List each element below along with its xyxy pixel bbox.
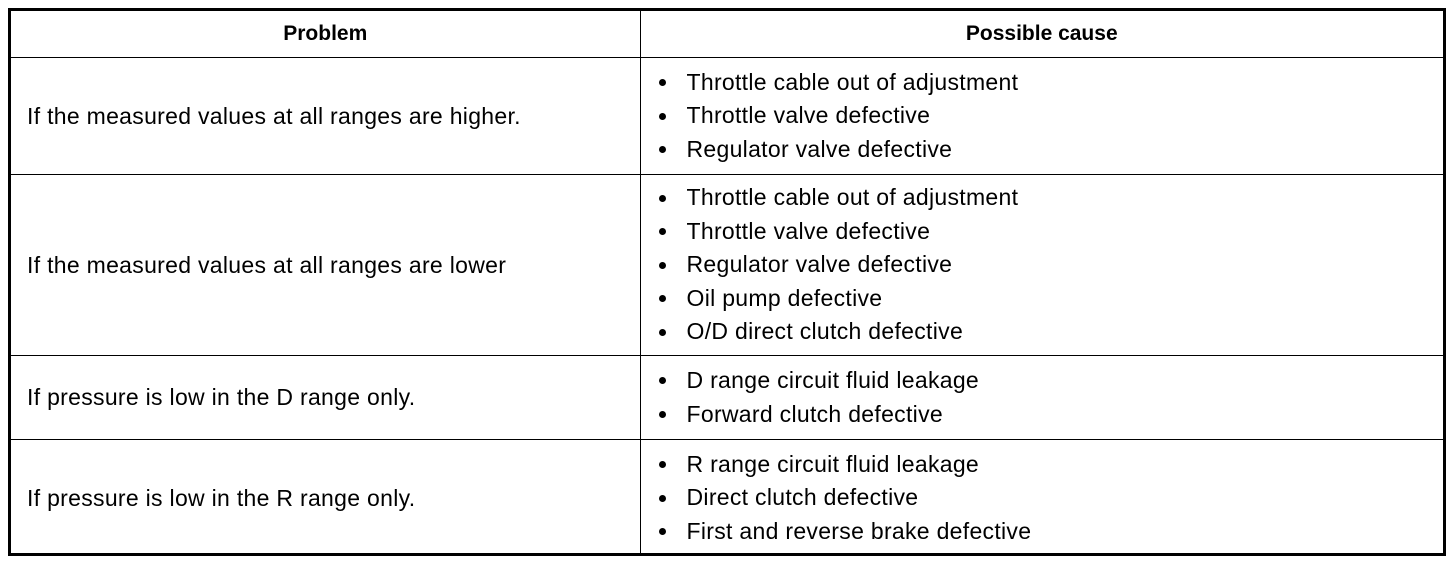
bullet-icon — [659, 411, 666, 418]
header-possible-cause: Possible cause — [640, 11, 1443, 58]
cause-cell — [640, 58, 1443, 175]
cause-list — [659, 66, 1444, 167]
cause-text: Regulator valve defective — [686, 135, 953, 162]
problem-cell: If pressure is low in the D range only. — [11, 356, 640, 440]
bullet-icon — [659, 228, 666, 235]
cause-text: Throttle valve defective — [686, 217, 931, 244]
cause-text: Throttle cable out of adjustment — [686, 68, 1019, 95]
cause-cell — [640, 440, 1443, 557]
table-row — [11, 175, 1443, 356]
cause-item — [659, 215, 1444, 249]
bullet-icon — [659, 295, 666, 302]
bullet-icon — [659, 262, 666, 269]
cause-text: Regulator valve defective — [686, 251, 953, 278]
table-header-row — [11, 11, 1443, 58]
cause-text: Throttle cable out of adjustment — [686, 184, 1019, 211]
bullet-icon — [659, 79, 666, 86]
bullet-icon — [659, 495, 666, 502]
cause-list — [659, 181, 1444, 349]
problem-cell: If the measured values at all ranges are lower — [11, 175, 640, 356]
cause-item — [659, 481, 1444, 515]
cause-item — [659, 448, 1444, 482]
troubleshooting-table-frame — [8, 8, 1446, 556]
troubleshooting-table — [11, 11, 1443, 556]
cause-text: Forward clutch defective — [686, 400, 943, 427]
cause-cell — [640, 356, 1443, 440]
bullet-icon — [659, 195, 666, 202]
cause-item — [659, 398, 1444, 432]
cause-list — [659, 364, 1444, 431]
cause-item — [659, 315, 1444, 349]
cause-item — [659, 364, 1444, 398]
cause-text: Oil pump defective — [686, 284, 883, 311]
bullet-icon — [659, 377, 666, 384]
problem-cell: If the measured values at all ranges are higher. — [11, 58, 640, 175]
cause-item — [659, 515, 1444, 549]
cause-item — [659, 181, 1444, 215]
cause-list — [659, 448, 1444, 549]
problem-cell: If pressure is low in the R range only. — [11, 440, 640, 557]
cause-item — [659, 99, 1444, 133]
cause-cell — [640, 175, 1443, 356]
cause-text: Direct clutch defective — [686, 484, 919, 511]
header-problem: Problem — [11, 11, 640, 58]
cause-text: R range circuit fluid leakage — [686, 450, 980, 477]
cause-text: First and reverse brake defective — [686, 517, 1032, 544]
cause-item — [659, 248, 1444, 282]
cause-item — [659, 133, 1444, 167]
table-row — [11, 58, 1443, 175]
cause-text: Throttle valve defective — [686, 102, 931, 129]
table-row — [11, 356, 1443, 440]
cause-text: D range circuit fluid leakage — [686, 367, 980, 393]
cause-text: O/D direct clutch defective — [686, 318, 964, 345]
bullet-icon — [659, 329, 666, 336]
table-row — [11, 440, 1443, 557]
bullet-icon — [659, 528, 666, 535]
bullet-icon — [659, 461, 666, 468]
cause-item — [659, 282, 1444, 316]
bullet-icon — [659, 146, 666, 153]
cause-item — [659, 66, 1444, 100]
bullet-icon — [659, 113, 666, 120]
